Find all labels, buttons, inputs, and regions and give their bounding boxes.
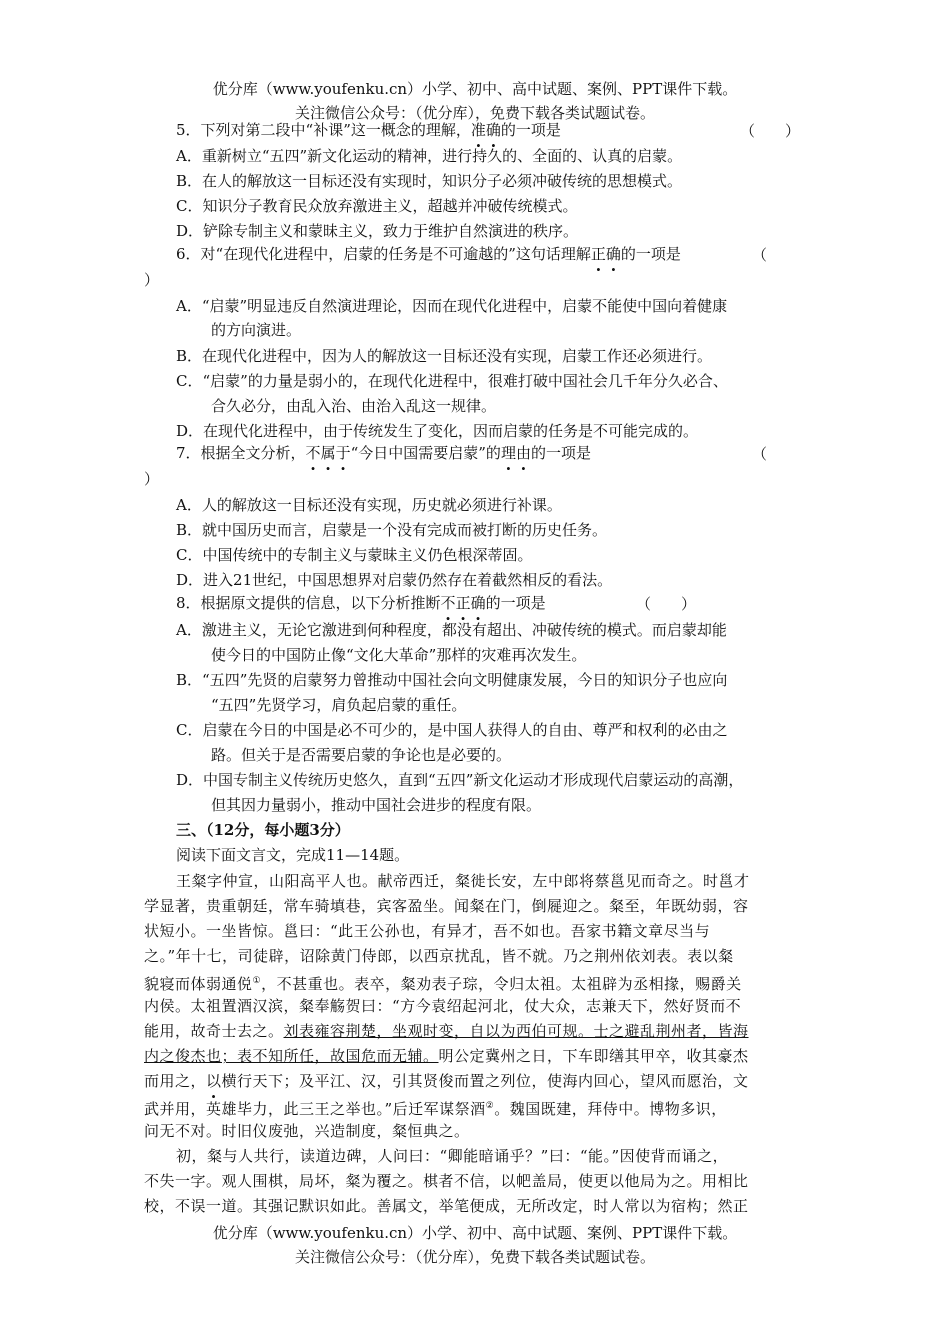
question-8-option-c-cont: 路。但关于是否需要启蒙的争论也是必要的。: [211, 746, 512, 764]
passage-line-5: 貌寝而体弱通侻①，不甚重也。表卒，粲劝表子琮，令归太祖。太祖辟为丞相掾，赐爵关: [144, 975, 742, 993]
question-7-option-b: B．就中国历史而言，启蒙是一个没有完成而被打断的历史任务。: [176, 521, 608, 539]
passage-line-2: 学显著，贵重朝廷，常车骑填巷，宾客盈坐。闻粲在门，倒屣迎之。粲至，年既幼弱，容: [144, 897, 749, 915]
footnote-marker-2: ②: [485, 1101, 495, 1111]
passage-line-4: 之。”年十七，司徒辟，诏除黄门侍郎，以西京扰乱，皆不就。乃之荆州依刘表。表以粲: [144, 947, 734, 965]
question-6-option-b: B．在现代化进程中，因为人的解放这一目标还没有实现，启蒙工作还必须进行。: [176, 347, 713, 365]
question-6-paren-close: ）: [144, 271, 160, 289]
question-8-option-d: D．中国专制主义传统历史悠久，直到“五四”新文化运动才形成现代启蒙运动的高潮，: [176, 771, 744, 789]
question-6-stem: 6．对“在现代化进程中，启蒙的任务是不可逾越的”这句话理解正确的一项是: [176, 245, 681, 263]
passage-line-8: 内之俊杰也；表不知所任，故国危而无辅。明公定冀州之日，下车即缮其甲卒，收其豪杰: [144, 1047, 749, 1065]
question-7-paren-open: （: [752, 445, 768, 463]
passage-line-7: 能用，故奇士去之。刘表雍容荆楚，坐观时变，自以为西伯可规。士之避乱荆州者，皆海: [144, 1022, 749, 1040]
question-8-option-b: B．“五四”先贤的启蒙努力曾推动中国社会向文明健康发展，今日的知识分子也应向: [176, 671, 728, 689]
question-5-option-b: B．在人的解放这一目标还没有实现时，知识分子必须冲破传统的思想模式。: [176, 172, 683, 190]
footer-line-2: 关注微信公众号：（优分库），免费下载各类试题试卷。: [294, 1248, 655, 1266]
passage-p2-line-1: 初，粲与人共行，读道边碑，人问曰：“卿能暗诵乎？”曰：“能。”因使背而诵之，: [176, 1147, 729, 1165]
passage-line-9: 而用之，以横行天下；及平江、汉，引其贤俊而置之列位，使海内回心，望风而愿治，文: [144, 1072, 749, 1090]
question-7-paren-close: ）: [144, 470, 160, 488]
footnote-marker-1: ①: [252, 976, 262, 986]
question-8-option-d-cont: 但其因力量弱小，推动中国社会进步的程度有限。: [211, 796, 542, 814]
question-6-option-d: D．在现代化进程中，由于传统发生了变化，因而启蒙的任务是不可能完成的。: [176, 422, 699, 440]
emphasized-char: 以: [206, 1072, 222, 1090]
question-8-stem: 8．根据原文提供的信息，以下分析推断不正确的一项是: [176, 594, 546, 612]
question-6-option-c-cont: 合久必分，由乱入治、由治入乱这一规律。: [211, 397, 497, 415]
question-6-paren-open: （: [752, 246, 768, 264]
question-6-option-c: C．“启蒙”的力量是弱小的，在现代化进程中，很难打破中国社会几千年分久必合、: [176, 372, 728, 390]
question-7-stem: 7．根据全文分析，不属于“今日中国需要启蒙”的理由的一项是: [176, 444, 591, 462]
footer-line-1: 优分库（www.youfenku.cn）小学、初中、高中试题、案例、PPT课件下载。: [212, 1224, 738, 1242]
question-8-option-c: C．启蒙在今日的中国是必不可少的，是中国人获得人的自由、尊严和权利的必由之: [176, 721, 728, 739]
underlined-sentence-cont: 内之俊杰也；表不知所任，故国危而无辅。: [144, 1047, 439, 1065]
question-6-option-a: A．“启蒙”明显违反自然演进理论，因而在现代化进程中，启蒙不能使中国向着健康: [176, 297, 728, 315]
passage-line-10: 武并用，英雄毕力，此三王之举也。”后迁军谋祭酒②。魏国既建，拜侍中。博物多识，: [144, 1100, 727, 1118]
section-3-title: 三、（12分，每小题3分）: [176, 821, 350, 839]
question-5-answer-paren: （ ）: [740, 122, 801, 140]
question-5-option-a: A．重新树立“五四”新文化运动的精神，进行持久的、全面的、认真的启蒙。: [176, 147, 683, 165]
header-line-1: 优分库（www.youfenku.cn）小学、初中、高中试题、案例、PPT课件下载。: [212, 80, 738, 98]
passage-line-11: 问无不对。时旧仪废弛，兴造制度，粲恒典之。: [144, 1122, 470, 1140]
header-line-2: 关注微信公众号：（优分库），免费下载各类试题试卷。: [294, 104, 655, 122]
underlined-sentence: 刘表雍容荆楚，坐观时变，自以为西伯可规。士之避乱荆州者，皆海: [283, 1022, 749, 1040]
passage-line-6: 内侯。太祖置酒汉滨，粲奉觞贺曰：“方今袁绍起河北，仗大众，志兼天下，然好贤而不: [144, 997, 742, 1015]
question-8-option-b-cont: “五四”先贤学习，肩负起启蒙的重任。: [211, 696, 467, 714]
question-5-stem: 5．下列对第二段中“补课”这一概念的理解，准确的一项是: [176, 121, 561, 139]
question-5-option-c: C．知识分子教育民众放弃激进主义，超越并冲破传统模式。: [176, 197, 578, 215]
question-7-option-d: D．进入21世纪，中国思想界对启蒙仍然存在着截然相反的看法。: [176, 571, 613, 589]
question-7-option-a: A．人的解放这一目标还没有实现，历史就必须进行补课。: [176, 496, 562, 514]
question-8-answer-paren: （ ）: [636, 595, 697, 613]
question-8-option-a: A．激进主义，无论它激进到何种程度，都没有超出、冲破传统的模式。而启蒙却能: [176, 621, 727, 639]
question-7-option-c: C．中国传统中的专制主义与蒙昧主义仍色根深蒂固。: [176, 546, 533, 564]
question-8-option-a-cont: 使今日的中国防止像“文化大革命”那样的灾难再次发生。: [211, 646, 587, 664]
passage-line-1: 王粲字仲宣，山阳高平人也。献帝西迁，粲徙长安，左中郎将蔡邕见而奇之。时邕才: [176, 872, 750, 890]
passage-p2-line-2: 不失一字。观人围棋，局坏，粲为覆之。棋者不信，以帊盖局，使更以他局为之。用相比: [144, 1172, 749, 1190]
passage-p2-line-3: 校，不误一道。其强记默识如此。善属文，举笔便成，无所改定，时人常以为宿构；然正: [144, 1197, 749, 1215]
section-3-instruction: 阅读下面文言文，完成11—14题。: [176, 846, 410, 864]
passage-line-3: 状短小。一坐皆惊。邕曰：“此王公孙也，有异才，吾不如也。吾家书籍文章尽当与: [144, 922, 711, 940]
question-6-option-a-cont: 的方向演进。: [211, 321, 302, 339]
question-5-option-d: D．铲除专制主义和蒙昧主义，致力于维护自然演进的秩序。: [176, 222, 579, 240]
